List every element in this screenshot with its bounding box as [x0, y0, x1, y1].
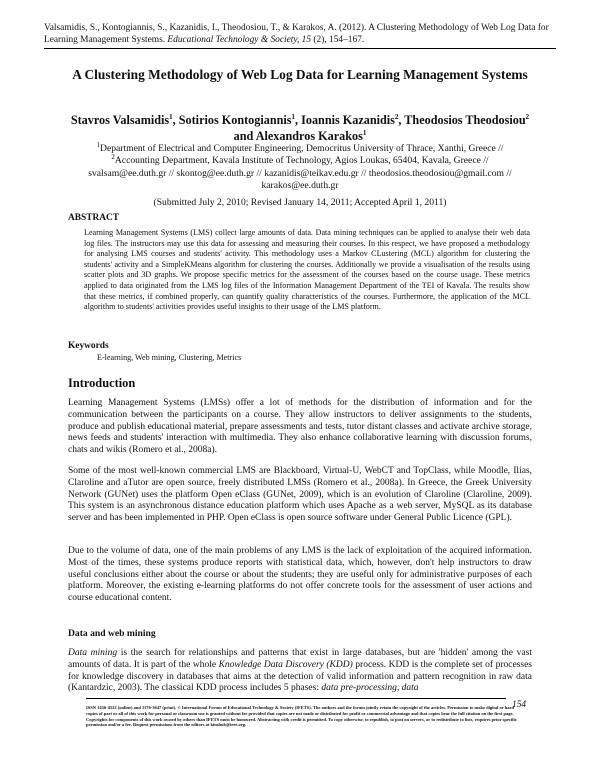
intro-paragraph-2: Some of the most well-known commercial LMS are Blackboard, Virtual-U, WebCT and TopClass, while Moodle, Ilias, Claroline and aTutor are open source, freely distributed LMSs (Romero et al., 2008a). In Greece, the Greek University Network (GUNet) uses the platform Open eClass (GUNet, 2009), which is an evolution of Claroline (Claroline, 2009). This system is an asynchronous distance education platform which uses Apache as a web server, MySQL as its database server and has been implemented in PHP. Open eClass is open source software under General Public Licence (GPL).	[68, 466, 532, 524]
term-data-mining: Data mining	[68, 648, 118, 658]
page-number: 154	[512, 700, 527, 710]
para-text: process. KDD is the complete set of processes for knowledge discovery in databases that aims at the detection of valid information and pattern recognition in raw data (Kantardzic, 2003). The classical KDD process includes 5 phases:	[68, 659, 532, 694]
affiliations	[50, 140, 550, 192]
keywords-text: E-learning, Web mining, Clustering, Metrics	[97, 353, 242, 362]
author-sep: ,	[172, 113, 179, 127]
citation-issue: (2), 154–167.	[311, 35, 365, 45]
author-sup: 2	[525, 112, 530, 121]
footer-rule	[86, 698, 506, 699]
affiliation-sup: 2	[111, 153, 115, 162]
affiliation-text: Accounting Department, Kavala Institute of Technology, Agios Loukas, 65404, Kavala, Greece //	[114, 155, 489, 167]
author-list	[60, 112, 540, 144]
abstract-heading: ABSTRACT	[68, 213, 120, 223]
author-sup: 2	[394, 112, 399, 121]
citation-header	[44, 22, 556, 46]
affiliation-1	[50, 140, 550, 155]
submission-dates: (Submitted July 2, 2010; Revised January 14, 2011; Accepted April 1, 2011)	[153, 197, 447, 208]
author-name: Sotirios Kontogiannis	[178, 113, 292, 127]
affiliation-text: Department of Electrical and Computer Engineering, Democritus University of Thrace, Xanthi, Greece //	[100, 143, 504, 154]
author-name: Theodosios Theodosiou	[404, 113, 526, 127]
author-emails-2: karakos@ee.duth.gr	[261, 179, 339, 191]
subsection-heading-data-mining: Data and web mining	[68, 628, 156, 639]
affiliation-2	[50, 155, 550, 167]
header-rule	[44, 48, 556, 49]
author-sep: and	[233, 129, 256, 143]
author-sep: ,	[295, 113, 302, 127]
copyright-footer: ISSN 1436-4522 (online) and 1176-3647 (print). © International Forum of Educational Technology & Society (IFETS). The authors and the forum jointly retain the copyright of the articles. Permission to make digital or hard copies of part or all of this work for personal or classroom use is granted without fee provided that copies are not made or distributed for profit or commercial advantage and that copies bear the full citation on the first page. Copyrights for components of this work owned by others than IFETS must be honoured. Abstracting with credit is permitted. To copy otherwise, to republish, to post on servers, or to redistribute to lists, requires prior specific permission and/or a fee. Request permissions from the editors at kinshuk@ieee.org.	[86, 705, 517, 728]
author-sup: 1	[169, 112, 173, 121]
author-name: Stavros Valsamidis	[70, 113, 170, 127]
citation-text: Valsamidis, S., Kontogiannis, S., Kazanidis, I., Theodosiou, T., & Karakos, A. (2012). A Clustering Methodology of Web Log Data for Learning Management Systems.	[44, 23, 549, 45]
data-mining-paragraph	[68, 648, 532, 695]
author-sep: ,	[398, 113, 405, 127]
section-heading-introduction: Introduction	[68, 376, 136, 390]
intro-paragraph-1: Learning Management Systems (LMSs) offer a lot of methods for the distribution of information and for the communication between the participants on a course. They allow instructors to deliver assignments to the students, produce and publish educational material, prepare assessments and tests, tutor distant classes and activate archive storage, news feeds and students' interaction with multimedia. They also enhance collaborative learning with discussion forums, chats and wikis (Romero et al., 2008a).	[68, 398, 532, 456]
affiliation-sup: 1	[96, 140, 101, 149]
author-sup: 1	[291, 112, 296, 121]
intro-paragraph-3: Due to the volume of data, one of the main problems of any LMS is the lack of exploitation of the acquired information. Most of the times, these systems produce reports with statistical data, which, however, don't help instructors to draw useful conclusions either about the course or about the students; they are useful only for administrative purposes of each platform. Moreover, the existing e-learning platforms do not offer concrete tools for the assessment of user actions and course educational content.	[68, 546, 532, 604]
paper-title: A Clustering Methodology of Web Log Data for Learning Management Systems	[72, 67, 528, 82]
author-name: Alexandros Karakos	[255, 129, 363, 143]
term-phases: data pre-processing, data	[321, 683, 419, 694]
author-sup: 1	[362, 128, 367, 137]
keywords-heading: Keywords	[68, 341, 109, 351]
author-emails: svalsam@ee.duth.gr // skontog@ee.duth.gr // kazanidis@teikav.edu.gr // theodosios.theodosiou@gmail.com //	[88, 167, 512, 179]
citation-journal: Educational Technology & Society, 15	[167, 35, 312, 45]
abstract-text: Learning Management Systems (LMS) collect large amounts of data. Data mining techniques can be applied to analyse their web data log files. The instructors may use this data for assessing and measuring their courses. In this respect, we have proposed a methodology for analysing LMS courses and students' activity. This methodology uses a Markov CLustering (MCL) algorithm for clustering the students' activity and a SimpleKMeans algorithm for clustering the courses. Additionally we provide a visualisation of the results using scatter plots and 3D graphs. We propose specific metrics for the assessment of the courses based on the course usage. These metrics applied to data originated from the LMS log files of the Information Management Department of the TEI of Kavala. The results show that these metrics, if combined properly, can quantify quality characteristics of the courses. Furthermore, the application of the MCL algorithm to students' activities provides useful insights to their usage of the LMS platform.	[84, 228, 530, 312]
author-name: Ioannis Kazanidis	[301, 113, 395, 127]
term-kdd: Knowledge Data Discovery (KDD)	[218, 659, 353, 670]
para-text: is the search for relationships and patterns that exist in large databases, but are 'hidden' among the vast amounts of data. It is part of the whole	[68, 648, 532, 670]
